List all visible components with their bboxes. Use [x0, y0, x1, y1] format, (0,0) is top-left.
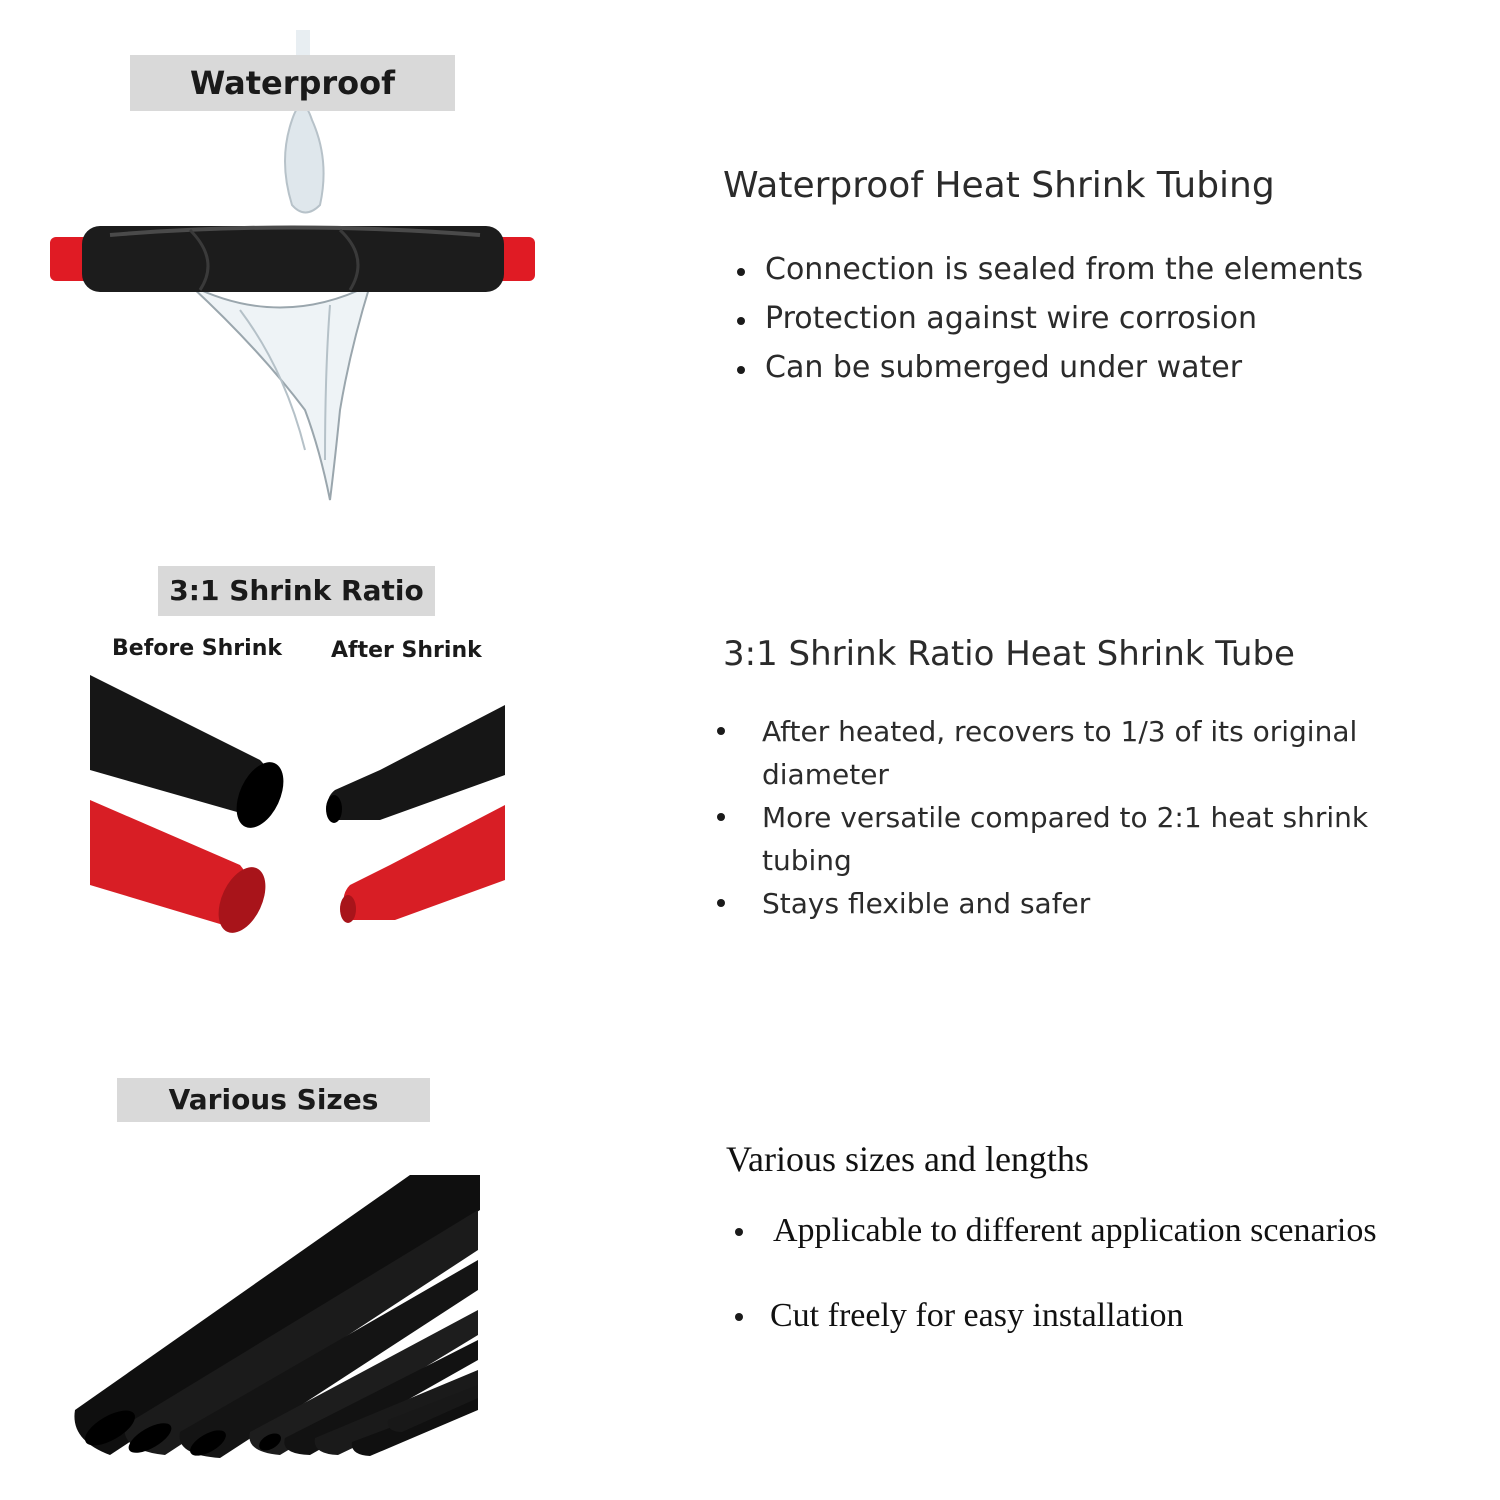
list-item: More versatile compared to 2:1 heat shrink tubing — [715, 796, 1395, 882]
bullet-icon — [717, 727, 725, 735]
bullet-icon — [735, 1313, 743, 1321]
shrink-ratio-heading: 3:1 Shrink Ratio Heat Shrink Tube — [723, 634, 1295, 674]
bullet-icon — [737, 268, 745, 276]
bullet-icon — [735, 1228, 743, 1236]
list-item: Stays flexible and safer — [715, 882, 1395, 925]
list-item: After heated, recovers to 1/3 of its original diameter — [715, 710, 1395, 796]
various-sizes-heading: Various sizes and lengths — [726, 1139, 1089, 1179]
list-item: Can be submerged under water — [735, 350, 1455, 399]
waterproof-bullet-list — [735, 252, 1455, 399]
various-sizes-bullet-list — [733, 1210, 1473, 1337]
shrink-ratio-bullet-list — [715, 710, 1395, 925]
various-sizes-badge: Various Sizes — [117, 1078, 430, 1122]
shrink-ratio-badge: 3:1 Shrink Ratio — [158, 566, 435, 616]
bullet-icon — [737, 366, 745, 374]
list-item: Protection against wire corrosion — [735, 301, 1455, 350]
shrink-tubes-icon — [90, 675, 505, 955]
list-item: Applicable to different application scenarios — [733, 1210, 1473, 1295]
bullet-icon — [717, 813, 725, 821]
bullet-icon — [737, 317, 745, 325]
bullet-icon — [717, 899, 725, 907]
list-item: Connection is sealed from the elements — [735, 252, 1455, 301]
waterproof-badge: Waterproof — [130, 55, 455, 111]
tube-bundle-icon — [70, 1170, 480, 1460]
section-waterproof — [0, 0, 1500, 520]
after-shrink-label: After Shrink — [331, 638, 482, 663]
before-shrink-label: Before Shrink — [112, 636, 282, 661]
list-item: Cut freely for easy installation — [733, 1295, 1473, 1337]
waterproof-heading: Waterproof Heat Shrink Tubing — [723, 165, 1275, 206]
